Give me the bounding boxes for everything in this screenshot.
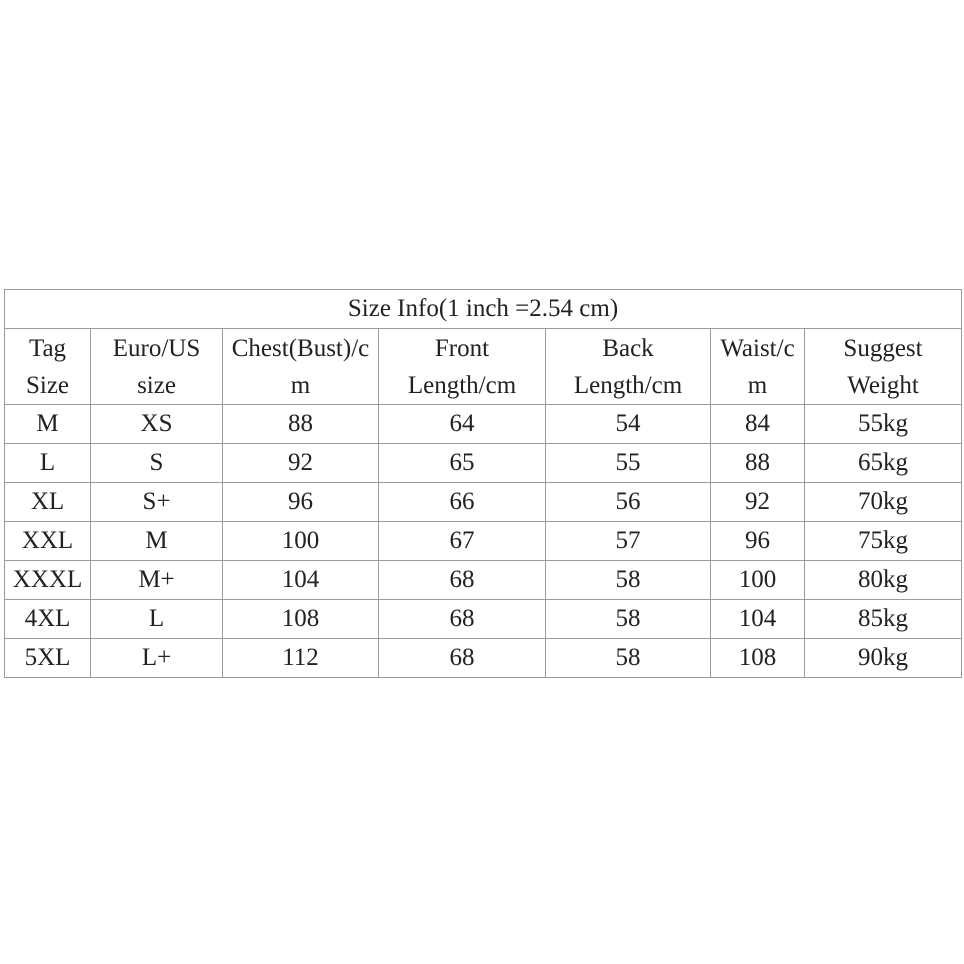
cell-suggest-weight: 90kg xyxy=(805,639,962,678)
cell-suggest-weight: 80kg xyxy=(805,561,962,600)
cell-front-length: 68 xyxy=(379,561,546,600)
cell-euro-us-size: S+ xyxy=(91,483,223,522)
cell-chest: 88 xyxy=(223,405,379,444)
cell-back-length: 58 xyxy=(546,639,711,678)
header-chest: Chest(Bust)/c m xyxy=(223,329,379,405)
table-row xyxy=(5,444,962,483)
cell-back-length: 58 xyxy=(546,600,711,639)
cell-chest: 112 xyxy=(223,639,379,678)
cell-front-length: 66 xyxy=(379,483,546,522)
cell-waist: 84 xyxy=(711,405,805,444)
cell-tag-size: XXL xyxy=(5,522,91,561)
cell-front-length: 67 xyxy=(379,522,546,561)
cell-chest: 96 xyxy=(223,483,379,522)
cell-back-length: 56 xyxy=(546,483,711,522)
cell-waist: 88 xyxy=(711,444,805,483)
cell-front-length: 64 xyxy=(379,405,546,444)
cell-front-length: 68 xyxy=(379,600,546,639)
size-chart-table xyxy=(4,289,962,678)
cell-chest: 104 xyxy=(223,561,379,600)
cell-euro-us-size: M+ xyxy=(91,561,223,600)
header-euro-us-size: Euro/US size xyxy=(91,329,223,405)
cell-tag-size: 4XL xyxy=(5,600,91,639)
cell-chest: 108 xyxy=(223,600,379,639)
header-tag-size: Tag Size xyxy=(5,329,91,405)
cell-tag-size: M xyxy=(5,405,91,444)
title-row xyxy=(5,290,962,329)
table-row xyxy=(5,600,962,639)
cell-suggest-weight: 70kg xyxy=(805,483,962,522)
cell-tag-size: 5XL xyxy=(5,639,91,678)
header-front-length: Front Length/cm xyxy=(379,329,546,405)
cell-waist: 108 xyxy=(711,639,805,678)
header-back-length: Back Length/cm xyxy=(546,329,711,405)
cell-front-length: 68 xyxy=(379,639,546,678)
table-row xyxy=(5,483,962,522)
cell-chest: 92 xyxy=(223,444,379,483)
cell-suggest-weight: 55kg xyxy=(805,405,962,444)
table-row xyxy=(5,405,962,444)
cell-suggest-weight: 75kg xyxy=(805,522,962,561)
cell-back-length: 57 xyxy=(546,522,711,561)
cell-waist: 92 xyxy=(711,483,805,522)
cell-back-length: 55 xyxy=(546,444,711,483)
cell-suggest-weight: 85kg xyxy=(805,600,962,639)
table-row xyxy=(5,522,962,561)
cell-waist: 104 xyxy=(711,600,805,639)
header-suggest-weight: Suggest Weight xyxy=(805,329,962,405)
cell-tag-size: XL xyxy=(5,483,91,522)
cell-front-length: 65 xyxy=(379,444,546,483)
cell-chest: 100 xyxy=(223,522,379,561)
table-row xyxy=(5,561,962,600)
cell-waist: 100 xyxy=(711,561,805,600)
cell-back-length: 58 xyxy=(546,561,711,600)
cell-back-length: 54 xyxy=(546,405,711,444)
cell-tag-size: XXXL xyxy=(5,561,91,600)
header-waist: Waist/c m xyxy=(711,329,805,405)
cell-suggest-weight: 65kg xyxy=(805,444,962,483)
cell-waist: 96 xyxy=(711,522,805,561)
table-title: Size Info(1 inch =2.54 cm) xyxy=(5,290,962,329)
cell-euro-us-size: XS xyxy=(91,405,223,444)
table-row xyxy=(5,639,962,678)
header-row xyxy=(5,329,962,405)
cell-euro-us-size: L xyxy=(91,600,223,639)
cell-euro-us-size: L+ xyxy=(91,639,223,678)
cell-tag-size: L xyxy=(5,444,91,483)
cell-euro-us-size: M xyxy=(91,522,223,561)
cell-euro-us-size: S xyxy=(91,444,223,483)
